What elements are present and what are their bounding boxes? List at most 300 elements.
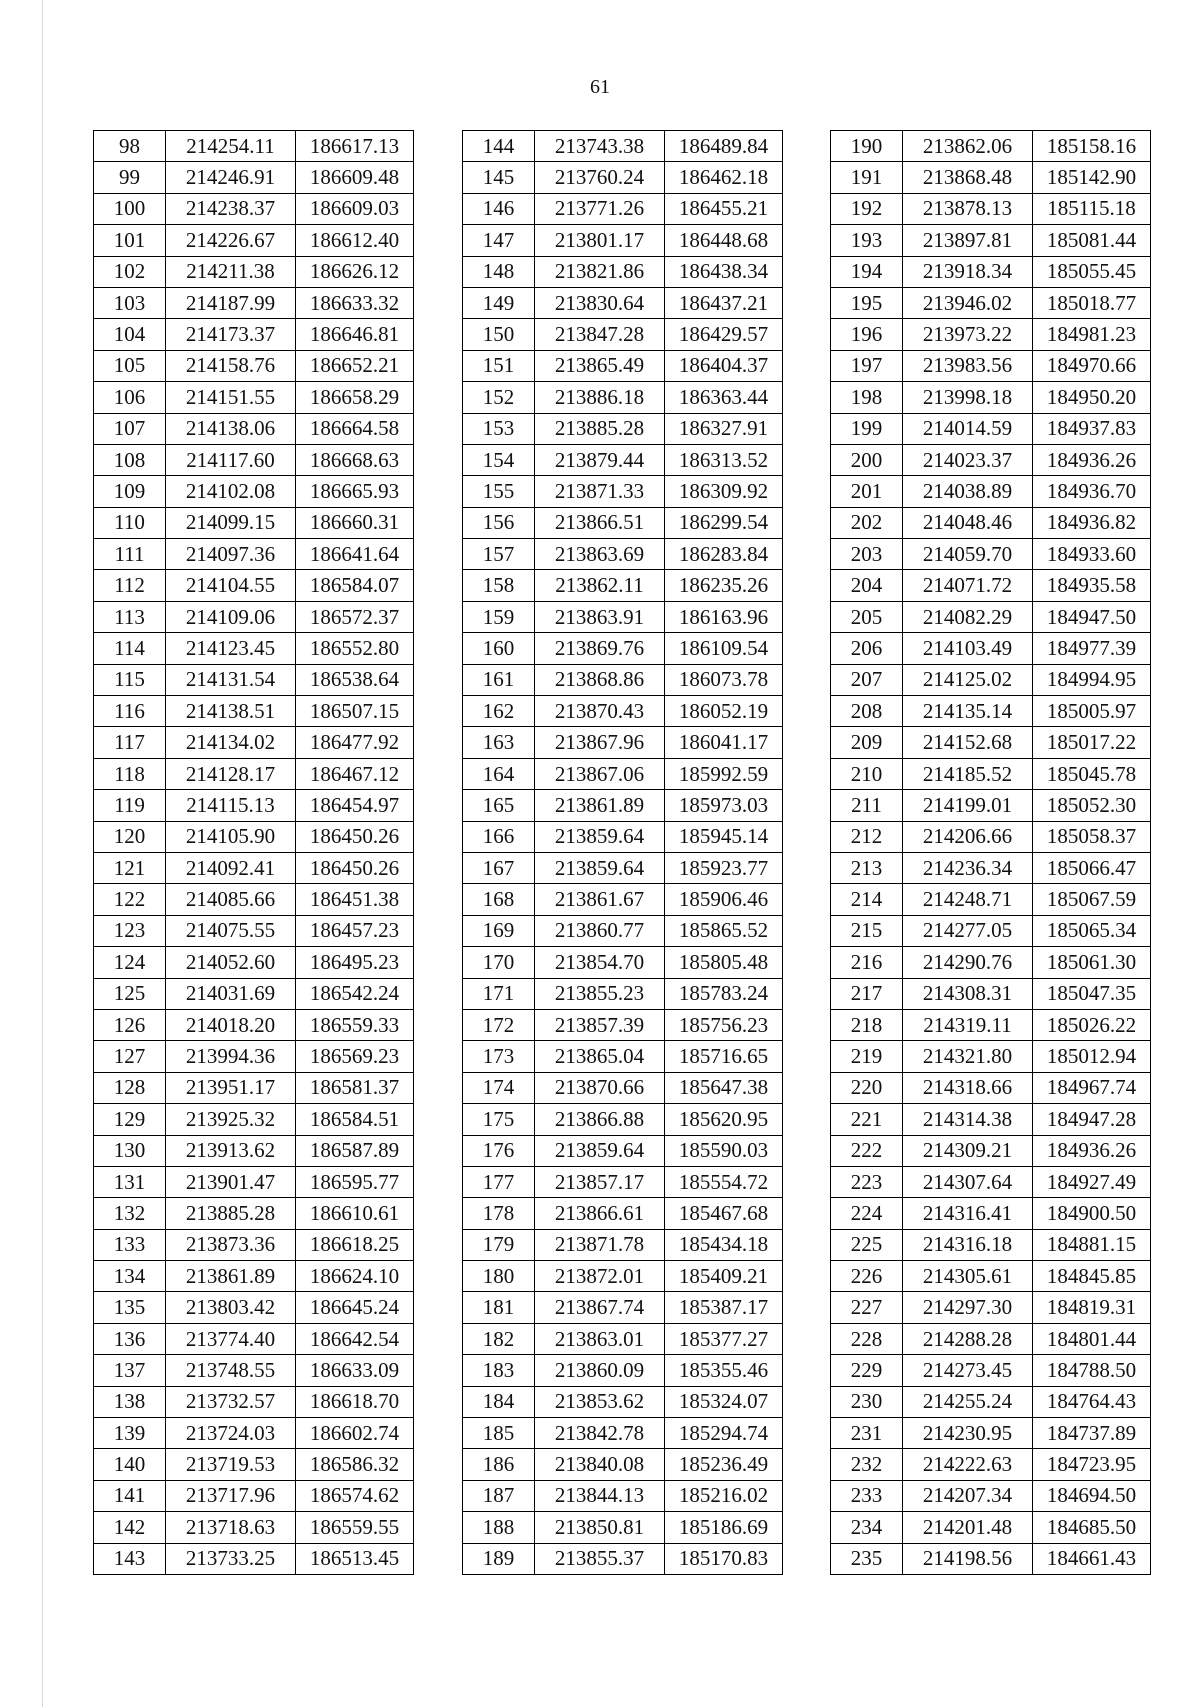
point-number-cell: 200 — [831, 444, 903, 475]
y-coordinate-cell: 186569.23 — [296, 1041, 414, 1072]
x-coordinate-cell: 213867.06 — [535, 758, 665, 789]
x-coordinate-cell: 213913.62 — [166, 1135, 296, 1166]
table-row — [463, 1072, 783, 1103]
y-coordinate-cell: 184970.66 — [1033, 350, 1151, 381]
y-coordinate-cell: 184845.85 — [1033, 1261, 1151, 1292]
table-row — [831, 1072, 1151, 1103]
y-coordinate-cell: 186552.80 — [296, 633, 414, 664]
table-row — [94, 821, 414, 852]
table-row — [463, 1166, 783, 1197]
point-number-cell: 121 — [94, 852, 166, 883]
point-number-cell: 165 — [463, 790, 535, 821]
table-row — [831, 633, 1151, 664]
x-coordinate-cell: 213866.88 — [535, 1104, 665, 1135]
table-row — [831, 1229, 1151, 1260]
table-row — [463, 1355, 783, 1386]
table-row — [831, 1292, 1151, 1323]
point-number-cell: 153 — [463, 413, 535, 444]
point-number-cell: 116 — [94, 696, 166, 727]
point-number-cell: 199 — [831, 413, 903, 444]
coordinate-table-2 — [462, 130, 783, 1575]
y-coordinate-cell: 185620.95 — [665, 1104, 783, 1135]
table-row — [831, 1198, 1151, 1229]
y-coordinate-cell: 185012.94 — [1033, 1041, 1151, 1072]
point-number-cell: 120 — [94, 821, 166, 852]
point-number-cell: 107 — [94, 413, 166, 444]
x-coordinate-cell: 213844.13 — [535, 1480, 665, 1511]
point-number-cell: 195 — [831, 287, 903, 318]
y-coordinate-cell: 186618.70 — [296, 1386, 414, 1417]
table-row — [463, 1009, 783, 1040]
table-row — [94, 947, 414, 978]
point-number-cell: 159 — [463, 601, 535, 632]
y-coordinate-cell: 186438.34 — [665, 256, 783, 287]
y-coordinate-cell: 184936.26 — [1033, 1135, 1151, 1166]
point-number-cell: 104 — [94, 319, 166, 350]
x-coordinate-cell: 213850.81 — [535, 1512, 665, 1543]
point-number-cell: 211 — [831, 790, 903, 821]
x-coordinate-cell: 214097.36 — [166, 539, 296, 570]
table-row — [94, 1512, 414, 1543]
point-number-cell: 131 — [94, 1166, 166, 1197]
point-number-cell: 214 — [831, 884, 903, 915]
table-row — [463, 1104, 783, 1135]
x-coordinate-cell: 213983.56 — [903, 350, 1033, 381]
point-number-cell: 118 — [94, 758, 166, 789]
x-coordinate-cell: 214071.72 — [903, 570, 1033, 601]
point-number-cell: 191 — [831, 162, 903, 193]
point-number-cell: 183 — [463, 1355, 535, 1386]
x-coordinate-cell: 213918.34 — [903, 256, 1033, 287]
x-coordinate-cell: 213774.40 — [166, 1323, 296, 1354]
point-number-cell: 181 — [463, 1292, 535, 1323]
table-row — [94, 758, 414, 789]
point-number-cell: 194 — [831, 256, 903, 287]
point-number-cell: 112 — [94, 570, 166, 601]
x-coordinate-cell: 213717.96 — [166, 1480, 296, 1511]
y-coordinate-cell: 186538.64 — [296, 664, 414, 695]
table-row — [831, 696, 1151, 727]
y-coordinate-cell: 186462.18 — [665, 162, 783, 193]
table-row — [831, 350, 1151, 381]
table-row — [463, 193, 783, 224]
point-number-cell: 189 — [463, 1543, 535, 1574]
x-coordinate-cell: 213998.18 — [903, 382, 1033, 413]
y-coordinate-cell: 186450.26 — [296, 821, 414, 852]
point-number-cell: 223 — [831, 1166, 903, 1197]
table-row — [831, 1261, 1151, 1292]
point-number-cell: 135 — [94, 1292, 166, 1323]
table-row — [831, 978, 1151, 1009]
y-coordinate-cell: 184936.70 — [1033, 476, 1151, 507]
x-coordinate-cell: 214158.76 — [166, 350, 296, 381]
x-coordinate-cell: 214031.69 — [166, 978, 296, 1009]
x-coordinate-cell: 213821.86 — [535, 256, 665, 287]
point-number-cell: 158 — [463, 570, 535, 601]
x-coordinate-cell: 213855.37 — [535, 1543, 665, 1574]
x-coordinate-cell: 214314.38 — [903, 1104, 1033, 1135]
x-coordinate-cell: 214211.38 — [166, 256, 296, 287]
point-number-cell: 208 — [831, 696, 903, 727]
x-coordinate-cell: 213885.28 — [535, 413, 665, 444]
point-number-cell: 190 — [831, 131, 903, 162]
y-coordinate-cell: 186626.12 — [296, 256, 414, 287]
table-row — [831, 758, 1151, 789]
coordinate-table-1 — [93, 130, 414, 1575]
y-coordinate-cell: 186451.38 — [296, 884, 414, 915]
x-coordinate-cell: 214104.55 — [166, 570, 296, 601]
point-number-cell: 169 — [463, 915, 535, 946]
point-number-cell: 163 — [463, 727, 535, 758]
table-row — [94, 1261, 414, 1292]
y-coordinate-cell: 186542.24 — [296, 978, 414, 1009]
point-number-cell: 141 — [94, 1480, 166, 1511]
table-row — [463, 947, 783, 978]
point-number-cell: 206 — [831, 633, 903, 664]
x-coordinate-cell: 214185.52 — [903, 758, 1033, 789]
y-coordinate-cell: 184881.15 — [1033, 1229, 1151, 1260]
y-coordinate-cell: 186450.26 — [296, 852, 414, 883]
x-coordinate-cell: 213840.08 — [535, 1449, 665, 1480]
point-number-cell: 182 — [463, 1323, 535, 1354]
table-row — [831, 507, 1151, 538]
table-row — [463, 539, 783, 570]
table-row — [831, 947, 1151, 978]
y-coordinate-cell: 185409.21 — [665, 1261, 783, 1292]
y-coordinate-cell: 185026.22 — [1033, 1009, 1151, 1040]
x-coordinate-cell: 214135.14 — [903, 696, 1033, 727]
x-coordinate-cell: 213872.01 — [535, 1261, 665, 1292]
point-number-cell: 197 — [831, 350, 903, 381]
y-coordinate-cell: 185783.24 — [665, 978, 783, 1009]
table-row — [463, 350, 783, 381]
x-coordinate-cell: 214316.18 — [903, 1229, 1033, 1260]
table-row — [94, 1449, 414, 1480]
y-coordinate-cell: 185216.02 — [665, 1480, 783, 1511]
point-number-cell: 188 — [463, 1512, 535, 1543]
x-coordinate-cell: 213865.49 — [535, 350, 665, 381]
table-row — [463, 1041, 783, 1072]
x-coordinate-cell: 214199.01 — [903, 790, 1033, 821]
table-row — [94, 256, 414, 287]
x-coordinate-cell: 214248.71 — [903, 884, 1033, 915]
table-row — [831, 1009, 1151, 1040]
y-coordinate-cell: 186052.19 — [665, 696, 783, 727]
point-number-cell: 192 — [831, 193, 903, 224]
table-row — [94, 1355, 414, 1386]
point-number-cell: 156 — [463, 507, 535, 538]
point-number-cell: 154 — [463, 444, 535, 475]
table-row — [463, 1449, 783, 1480]
x-coordinate-cell: 214138.06 — [166, 413, 296, 444]
point-number-cell: 110 — [94, 507, 166, 538]
x-coordinate-cell: 213871.78 — [535, 1229, 665, 1260]
point-number-cell: 175 — [463, 1104, 535, 1135]
point-number-cell: 217 — [831, 978, 903, 1009]
y-coordinate-cell: 185186.69 — [665, 1512, 783, 1543]
point-number-cell: 99 — [94, 162, 166, 193]
y-coordinate-cell: 186235.26 — [665, 570, 783, 601]
point-number-cell: 232 — [831, 1449, 903, 1480]
x-coordinate-cell: 214236.34 — [903, 852, 1033, 883]
table-row — [831, 225, 1151, 256]
y-coordinate-cell: 186283.84 — [665, 539, 783, 570]
x-coordinate-cell: 213857.17 — [535, 1166, 665, 1197]
table-row — [94, 633, 414, 664]
x-coordinate-cell: 213859.64 — [535, 1135, 665, 1166]
x-coordinate-cell: 214125.02 — [903, 664, 1033, 695]
point-number-cell: 133 — [94, 1229, 166, 1260]
x-coordinate-cell: 213860.77 — [535, 915, 665, 946]
y-coordinate-cell: 186429.57 — [665, 319, 783, 350]
table-row — [94, 1386, 414, 1417]
x-coordinate-cell: 213925.32 — [166, 1104, 296, 1135]
x-coordinate-cell: 213743.38 — [535, 131, 665, 162]
point-number-cell: 179 — [463, 1229, 535, 1260]
point-number-cell: 171 — [463, 978, 535, 1009]
point-number-cell: 161 — [463, 664, 535, 695]
table-row — [831, 852, 1151, 883]
y-coordinate-cell: 186299.54 — [665, 507, 783, 538]
table-row — [831, 1512, 1151, 1543]
point-number-cell: 164 — [463, 758, 535, 789]
point-number-cell: 193 — [831, 225, 903, 256]
point-number-cell: 230 — [831, 1386, 903, 1417]
y-coordinate-cell: 186309.92 — [665, 476, 783, 507]
x-coordinate-cell: 214187.99 — [166, 287, 296, 318]
table-row — [463, 633, 783, 664]
y-coordinate-cell: 184694.50 — [1033, 1480, 1151, 1511]
x-coordinate-cell: 213733.25 — [166, 1543, 296, 1574]
point-number-cell: 145 — [463, 162, 535, 193]
x-coordinate-cell: 214099.15 — [166, 507, 296, 538]
table-row — [94, 1323, 414, 1354]
y-coordinate-cell: 186618.25 — [296, 1229, 414, 1260]
y-coordinate-cell: 186595.77 — [296, 1166, 414, 1197]
table-row — [94, 1135, 414, 1166]
y-coordinate-cell: 184927.49 — [1033, 1166, 1151, 1197]
x-coordinate-cell: 213859.64 — [535, 852, 665, 883]
point-number-cell: 132 — [94, 1198, 166, 1229]
table-row — [94, 319, 414, 350]
y-coordinate-cell: 186327.91 — [665, 413, 783, 444]
page-number: 61 — [590, 76, 610, 98]
x-coordinate-cell: 213863.69 — [535, 539, 665, 570]
point-number-cell: 222 — [831, 1135, 903, 1166]
y-coordinate-cell: 185387.17 — [665, 1292, 783, 1323]
table-row — [94, 1072, 414, 1103]
y-coordinate-cell: 186665.93 — [296, 476, 414, 507]
y-coordinate-cell: 185467.68 — [665, 1198, 783, 1229]
table-row — [94, 350, 414, 381]
x-coordinate-cell: 214307.64 — [903, 1166, 1033, 1197]
table-row — [463, 790, 783, 821]
x-coordinate-cell: 213878.13 — [903, 193, 1033, 224]
y-coordinate-cell: 186559.55 — [296, 1512, 414, 1543]
x-coordinate-cell: 213847.28 — [535, 319, 665, 350]
x-coordinate-cell: 214319.11 — [903, 1009, 1033, 1040]
point-number-cell: 130 — [94, 1135, 166, 1166]
x-coordinate-cell: 214207.34 — [903, 1480, 1033, 1511]
y-coordinate-cell: 185716.65 — [665, 1041, 783, 1072]
y-coordinate-cell: 185045.78 — [1033, 758, 1151, 789]
point-number-cell: 180 — [463, 1261, 535, 1292]
x-coordinate-cell: 213861.89 — [166, 1261, 296, 1292]
point-number-cell: 172 — [463, 1009, 535, 1040]
x-coordinate-cell: 214316.41 — [903, 1198, 1033, 1229]
x-coordinate-cell: 214138.51 — [166, 696, 296, 727]
y-coordinate-cell: 186477.92 — [296, 727, 414, 758]
y-coordinate-cell: 185058.37 — [1033, 821, 1151, 852]
x-coordinate-cell: 214048.46 — [903, 507, 1033, 538]
point-number-cell: 155 — [463, 476, 535, 507]
x-coordinate-cell: 214297.30 — [903, 1292, 1033, 1323]
table-row — [831, 1041, 1151, 1072]
x-coordinate-cell: 214318.66 — [903, 1072, 1033, 1103]
x-coordinate-cell: 213719.53 — [166, 1449, 296, 1480]
table-row — [463, 382, 783, 413]
point-number-cell: 201 — [831, 476, 903, 507]
point-number-cell: 231 — [831, 1418, 903, 1449]
y-coordinate-cell: 184994.95 — [1033, 664, 1151, 695]
table-row — [94, 225, 414, 256]
y-coordinate-cell: 186363.44 — [665, 382, 783, 413]
y-coordinate-cell: 184933.60 — [1033, 539, 1151, 570]
x-coordinate-cell: 213859.64 — [535, 821, 665, 852]
y-coordinate-cell: 186437.21 — [665, 287, 783, 318]
table-row — [831, 821, 1151, 852]
x-coordinate-cell: 213862.06 — [903, 131, 1033, 162]
point-number-cell: 143 — [94, 1543, 166, 1574]
point-number-cell: 125 — [94, 978, 166, 1009]
table-row — [94, 601, 414, 632]
y-coordinate-cell: 185055.45 — [1033, 256, 1151, 287]
table-row — [94, 1041, 414, 1072]
table-row — [463, 601, 783, 632]
x-coordinate-cell: 214038.89 — [903, 476, 1033, 507]
y-coordinate-cell: 186633.09 — [296, 1355, 414, 1386]
y-coordinate-cell: 186586.32 — [296, 1449, 414, 1480]
y-coordinate-cell: 185081.44 — [1033, 225, 1151, 256]
table-row — [94, 287, 414, 318]
point-number-cell: 186 — [463, 1449, 535, 1480]
point-number-cell: 178 — [463, 1198, 535, 1229]
x-coordinate-cell: 213901.47 — [166, 1166, 296, 1197]
x-coordinate-cell: 213853.62 — [535, 1386, 665, 1417]
y-coordinate-cell: 185018.77 — [1033, 287, 1151, 318]
table-row — [94, 664, 414, 695]
y-coordinate-cell: 185017.22 — [1033, 727, 1151, 758]
x-coordinate-cell: 213946.02 — [903, 287, 1033, 318]
y-coordinate-cell: 186652.21 — [296, 350, 414, 381]
y-coordinate-cell: 186041.17 — [665, 727, 783, 758]
table-row — [463, 1135, 783, 1166]
y-coordinate-cell: 184947.50 — [1033, 601, 1151, 632]
x-coordinate-cell: 213879.44 — [535, 444, 665, 475]
point-number-cell: 213 — [831, 852, 903, 883]
point-number-cell: 117 — [94, 727, 166, 758]
point-number-cell: 226 — [831, 1261, 903, 1292]
y-coordinate-cell: 184947.28 — [1033, 1104, 1151, 1135]
x-coordinate-cell: 214123.45 — [166, 633, 296, 664]
table-row — [831, 476, 1151, 507]
point-number-cell: 185 — [463, 1418, 535, 1449]
table-row — [94, 1198, 414, 1229]
point-number-cell: 126 — [94, 1009, 166, 1040]
table-row — [831, 570, 1151, 601]
y-coordinate-cell: 185067.59 — [1033, 884, 1151, 915]
point-number-cell: 229 — [831, 1355, 903, 1386]
y-coordinate-cell: 184935.58 — [1033, 570, 1151, 601]
table-row — [831, 1135, 1151, 1166]
x-coordinate-cell: 213862.11 — [535, 570, 665, 601]
point-number-cell: 100 — [94, 193, 166, 224]
y-coordinate-cell: 186610.61 — [296, 1198, 414, 1229]
table-row — [94, 1292, 414, 1323]
table-row — [463, 821, 783, 852]
x-coordinate-cell: 214255.24 — [903, 1386, 1033, 1417]
y-coordinate-cell: 186457.23 — [296, 915, 414, 946]
point-number-cell: 102 — [94, 256, 166, 287]
x-coordinate-cell: 214023.37 — [903, 444, 1033, 475]
table-row — [94, 790, 414, 821]
table-row — [463, 162, 783, 193]
table-row — [831, 1449, 1151, 1480]
y-coordinate-cell: 185061.30 — [1033, 947, 1151, 978]
point-number-cell: 128 — [94, 1072, 166, 1103]
point-number-cell: 167 — [463, 852, 535, 883]
table-row — [463, 1512, 783, 1543]
x-coordinate-cell: 214018.20 — [166, 1009, 296, 1040]
y-coordinate-cell: 185115.18 — [1033, 193, 1151, 224]
y-coordinate-cell: 185065.34 — [1033, 915, 1151, 946]
x-coordinate-cell: 213868.86 — [535, 664, 665, 695]
point-number-cell: 98 — [94, 131, 166, 162]
y-coordinate-cell: 186609.48 — [296, 162, 414, 193]
x-coordinate-cell: 213854.70 — [535, 947, 665, 978]
x-coordinate-cell: 214092.41 — [166, 852, 296, 883]
y-coordinate-cell: 186584.51 — [296, 1104, 414, 1135]
x-coordinate-cell: 213857.39 — [535, 1009, 665, 1040]
table-row — [831, 727, 1151, 758]
x-coordinate-cell: 214115.13 — [166, 790, 296, 821]
table-row — [94, 727, 414, 758]
table-row — [463, 413, 783, 444]
point-number-cell: 146 — [463, 193, 535, 224]
point-number-cell: 139 — [94, 1418, 166, 1449]
point-number-cell: 234 — [831, 1512, 903, 1543]
y-coordinate-cell: 184936.82 — [1033, 507, 1151, 538]
point-number-cell: 224 — [831, 1198, 903, 1229]
y-coordinate-cell: 185005.97 — [1033, 696, 1151, 727]
table-row — [94, 1480, 414, 1511]
table-row — [831, 382, 1151, 413]
point-number-cell: 115 — [94, 664, 166, 695]
y-coordinate-cell: 186645.24 — [296, 1292, 414, 1323]
table-row — [831, 790, 1151, 821]
y-coordinate-cell: 186646.81 — [296, 319, 414, 350]
table-row — [831, 1480, 1151, 1511]
point-number-cell: 196 — [831, 319, 903, 350]
point-number-cell: 225 — [831, 1229, 903, 1260]
table-row — [463, 1480, 783, 1511]
point-number-cell: 124 — [94, 947, 166, 978]
point-number-cell: 166 — [463, 821, 535, 852]
table-row — [463, 915, 783, 946]
y-coordinate-cell: 186572.37 — [296, 601, 414, 632]
x-coordinate-cell: 214117.60 — [166, 444, 296, 475]
x-coordinate-cell: 214082.29 — [903, 601, 1033, 632]
